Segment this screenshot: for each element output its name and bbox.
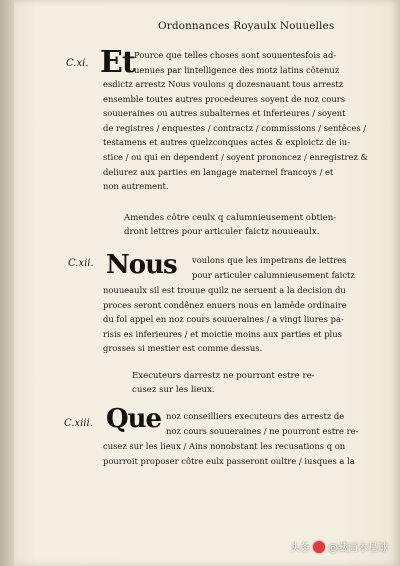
book-page bbox=[14, 0, 400, 566]
account-logo-icon bbox=[313, 541, 325, 553]
text-line: uenues par lintelligence des motz latins côtenuz bbox=[134, 64, 340, 75]
heading-line: dront lettres pour articuler faictz nouueaulx. bbox=[124, 226, 320, 237]
text-line: voulons que les impetrans de lettres bbox=[192, 255, 347, 265]
book-spine-edge bbox=[0, 0, 14, 566]
text-line: du fol appel en noz cours souueraines / a vingt liures pa- bbox=[103, 314, 344, 325]
text-line: stice / ou qui en dependent / soyent prononcez / enregistrez & bbox=[103, 151, 368, 162]
text-line: pourroit proposer côtre eulx passeront oultre / iusques a la bbox=[103, 455, 355, 466]
watermark-handle: @藏画本星球 bbox=[328, 543, 388, 554]
section-heading-executeurs bbox=[132, 370, 315, 397]
text-line: testamens et autres quelzconques actes & exploictz de iu- bbox=[103, 137, 351, 148]
text-line: pour articuler calumnieusement faictz bbox=[192, 269, 355, 280]
text-line: non autrement. bbox=[103, 181, 169, 192]
article-text-c-xi-lead bbox=[134, 48, 339, 77]
section-heading-amendes bbox=[124, 212, 336, 239]
text-line: de registres / enquestes / contractz / commissions / sentêces / bbox=[103, 122, 367, 133]
source-watermark bbox=[290, 539, 388, 554]
text-line: noz conseilliers executeurs des arrestz de bbox=[166, 411, 345, 421]
text-line: souueraines ou autres subalternes et inferieures / soyent bbox=[103, 108, 346, 119]
article-text-c-xi bbox=[103, 77, 368, 194]
text-line: grosses si mestier est comme dessus. bbox=[103, 343, 263, 354]
drop-word-nous: Nous bbox=[106, 250, 177, 280]
article-text-c-xiii bbox=[103, 439, 355, 468]
drop-word-que: Que bbox=[106, 404, 162, 434]
text-line: esdictz arrestz Nous voulons q dozesnauant tous arrestz bbox=[103, 79, 344, 89]
article-text-c-xii-lead bbox=[192, 253, 355, 282]
text-line: Pource que telles choses sont souuentesfois ad- bbox=[134, 50, 337, 60]
text-line: proces seront condênez enuers nous en lamêde ordinaire bbox=[103, 299, 347, 310]
text-line: nouueaulx sil est trouue quilz ne seruent a la decision du bbox=[103, 285, 346, 295]
text-line: deliurez aux parties en langage maternel francoys / et bbox=[103, 166, 334, 177]
text-line: noz cours souueraines / ne pourront estre re- bbox=[166, 425, 359, 436]
article-text-c-xiii-lead bbox=[166, 409, 358, 438]
text-line: cusez sur les lieux / Ains nonobstant les recusations q on bbox=[103, 441, 346, 451]
drop-word-et: Et bbox=[100, 45, 135, 80]
article-ref-c-xiii: C.xiii. bbox=[64, 418, 93, 429]
text-line: ensemble toutes autres procedeures soyent de noz cours bbox=[103, 93, 346, 104]
running-head: Ordonnances Royaulx Nouuelles bbox=[158, 20, 335, 32]
text-line: risis es inferieures / et moictie moins aux parties et plus bbox=[103, 328, 342, 339]
watermark-prefix: 头条 bbox=[290, 543, 310, 554]
article-text-c-xii bbox=[103, 283, 347, 356]
heading-line: Executeurs darrestz ne pourront estre re- bbox=[132, 371, 315, 381]
article-ref-c-xii: C.xii. bbox=[68, 258, 94, 269]
heading-line: cusez sur les lieux. bbox=[132, 384, 215, 395]
heading-line: Amendes côtre ceulx q calumnieusement obtien- bbox=[124, 213, 337, 223]
article-ref-c-xi: C.xi. bbox=[66, 58, 89, 69]
